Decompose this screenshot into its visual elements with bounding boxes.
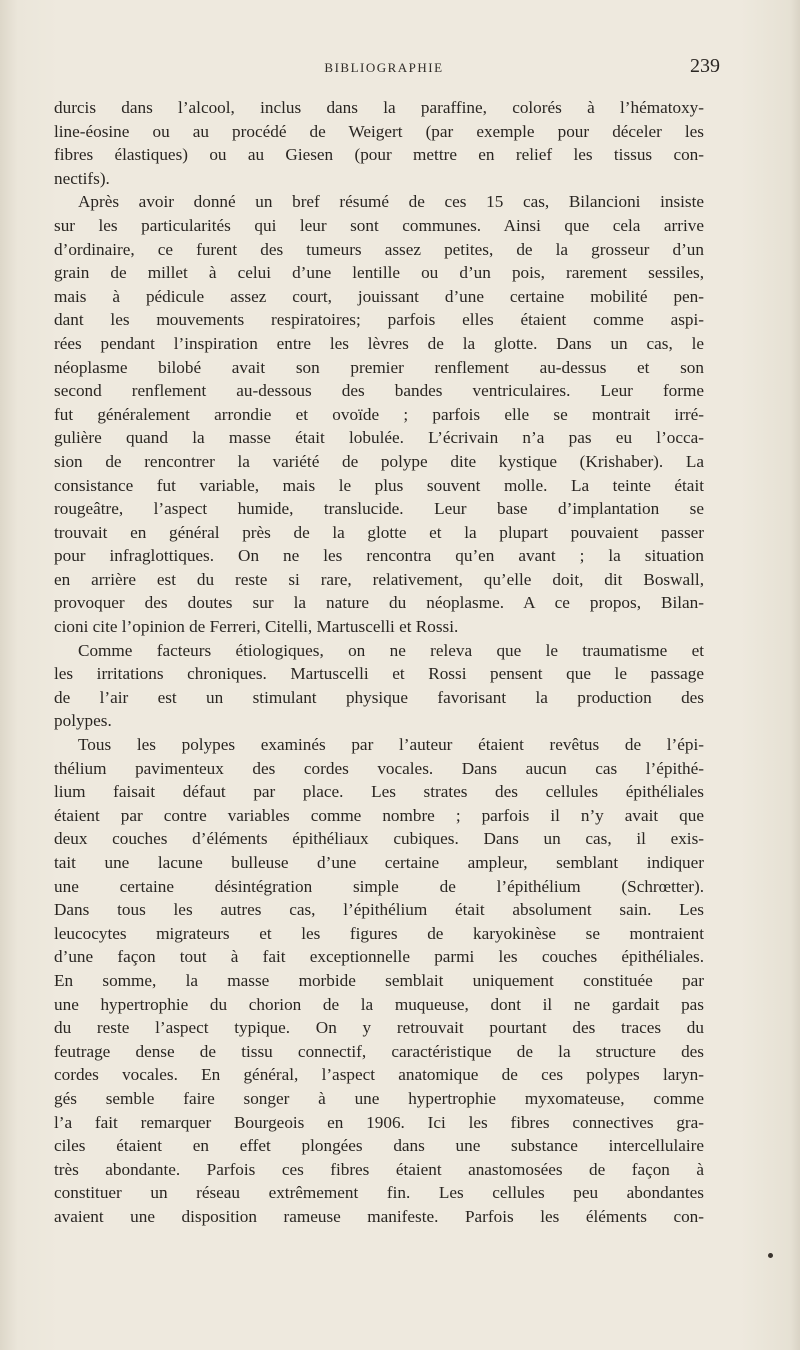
text-line: consistance fut variable, mais le plus souvent molle. La teinte était xyxy=(54,475,704,495)
text-line: trouvait en général près de la glotte et la plupart pouvaient passer xyxy=(54,522,704,542)
text-line: leucocytes migrateurs et les figures de karyokinèse se montraient xyxy=(54,923,704,943)
text-line: dant les mouvements respiratoires; parfois elles étaient comme aspi- xyxy=(54,310,704,330)
text-line: sur les particularités qui leur sont communes. Ainsi que cela arrive xyxy=(54,215,704,235)
text-line: gulière quand la masse était lobulée. L’écrivain n’a pas eu l’occa- xyxy=(54,428,704,448)
text-line: sion de rencontrer la variété de polype dite kystique (Krishaber). La xyxy=(54,451,704,471)
text-line: En somme, la masse morbide semblait uniquement constituée par xyxy=(54,970,704,990)
text-line: polypes. xyxy=(54,711,112,731)
text-line: lium faisait défaut par place. Les strates des cellules épithéliales xyxy=(54,782,704,802)
text-line: grain de millet à celui d’une lentille ou d’un pois, rarement sessiles, xyxy=(54,263,704,283)
text-line: cioni cite l’opinion de Ferreri, Citelli, Martuscelli et Rossi. xyxy=(54,617,459,637)
text-line: du reste l’aspect typique. On y retrouvait pourtant des traces du xyxy=(54,1018,704,1038)
text-line: tait une lacune bulleuse d’une certaine ampleur, semblant indiquer xyxy=(54,853,704,872)
text-line: en arrière est du reste si rare, relativement, qu’elle doit, dit Boswall, xyxy=(54,569,704,589)
text-line: provoquer des doutes sur la nature du néoplasme. A ce propos, Bilan- xyxy=(54,593,704,613)
text-line: mais à pédicule assez court, jouissant d’une certaine mobilité pen- xyxy=(54,286,704,306)
text-line: cordes vocales. En général, l’aspect anatomique de ces polypes laryn- xyxy=(54,1065,704,1085)
text-line: pour infraglottiques. On ne les rencontra qu’en avant ; la situation xyxy=(54,546,704,566)
text-line: Comme facteurs étiologiques, on ne releva que le traumatisme et xyxy=(78,640,704,660)
text-line: l’a fait remarquer Bourgeois en 1906. Ici les fibres connectives gra- xyxy=(54,1112,704,1132)
text-line: de l’air est un stimulant physique favorisant la production des xyxy=(54,687,704,707)
text-line: très abondante. Parfois ces fibres étaient anastomosées de façon à xyxy=(54,1159,704,1179)
page-header xyxy=(54,55,720,84)
text-line: les irritations chroniques. Martuscelli et Rossi pensent que le passage xyxy=(54,664,704,684)
text-line: ciles étaient en effet plongées dans une substance intercellulaire xyxy=(54,1136,704,1156)
text-line: feutrage dense de tissu connectif, caractéristique de la structure des xyxy=(54,1041,704,1061)
text-line: durcis dans l’alcool, inclus dans la paraffine, colorés à l’hématoxy- xyxy=(54,98,704,117)
text-line: avaient une disposition rameuse manifeste. Parfois les éléments con- xyxy=(54,1206,704,1226)
text-line: second renflement au-dessous des bandes ventriculaires. Leur forme xyxy=(54,381,704,401)
text-line: constituer un réseau extrêmement fin. Les cellules peu abondantes xyxy=(54,1183,704,1203)
text-line: néoplasme bilobé avait son premier renflement au-dessus et son xyxy=(54,357,704,377)
text-line: rougeâtre, l’aspect humide, translucide. Leur base d’implantation se xyxy=(54,499,704,519)
text-line: nectifs). xyxy=(54,168,110,188)
text-line: une hypertrophie du chorion de la muqueuse, dont il ne gardait pas xyxy=(54,994,704,1014)
text-line: d’ordinaire, ce furent des tumeurs assez petites, de la grosseur d’un xyxy=(54,239,704,259)
text-line: thélium pavimenteux des cordes vocales. Dans aucun cas l’épithé- xyxy=(54,758,704,778)
text-line: fut généralement arrondie et ovoïde ; parfois elle se montrait irré- xyxy=(54,404,704,424)
text-line: étaient par contre variables comme nombre ; parfois il n’y avait que xyxy=(54,805,704,825)
running-head: BIBLIOGRAPHIE xyxy=(324,60,444,75)
body-text xyxy=(54,96,704,1229)
text-line: Dans tous les autres cas, l’épithélium était absolument sain. Les xyxy=(54,900,704,920)
text-line: fibres élastiques) ou au Giesen (pour mettre en relief les tissus con- xyxy=(54,145,704,165)
text-line: rées pendant l’inspiration entre les lèvres de la glotte. Dans un cas, le xyxy=(54,333,704,353)
text-line: gés semble faire songer à une hypertrophie myxomateuse, comme xyxy=(54,1088,704,1108)
text-line: d’une façon tout à fait exceptionnelle parmi les couches épithéliales. xyxy=(54,947,704,967)
text-line: Après avoir donné un bref résumé de ces 15 cas, Bilancioni insiste xyxy=(78,192,704,212)
text-line: Tous les polypes examinés par l’auteur étaient revêtus de l’épi- xyxy=(78,735,704,755)
text-line: une certaine désintégration simple de l’épithélium (Schrœtter). xyxy=(54,876,704,896)
text-line: deux couches d’éléments épithéliaux cubiques. Dans un cas, il exis- xyxy=(54,829,704,849)
margin-dot-mark xyxy=(768,1253,773,1258)
text-line: line-éosine ou au procédé de Weigert (par exemple pour déceler les xyxy=(54,121,704,141)
page-number: 239 xyxy=(690,55,720,77)
